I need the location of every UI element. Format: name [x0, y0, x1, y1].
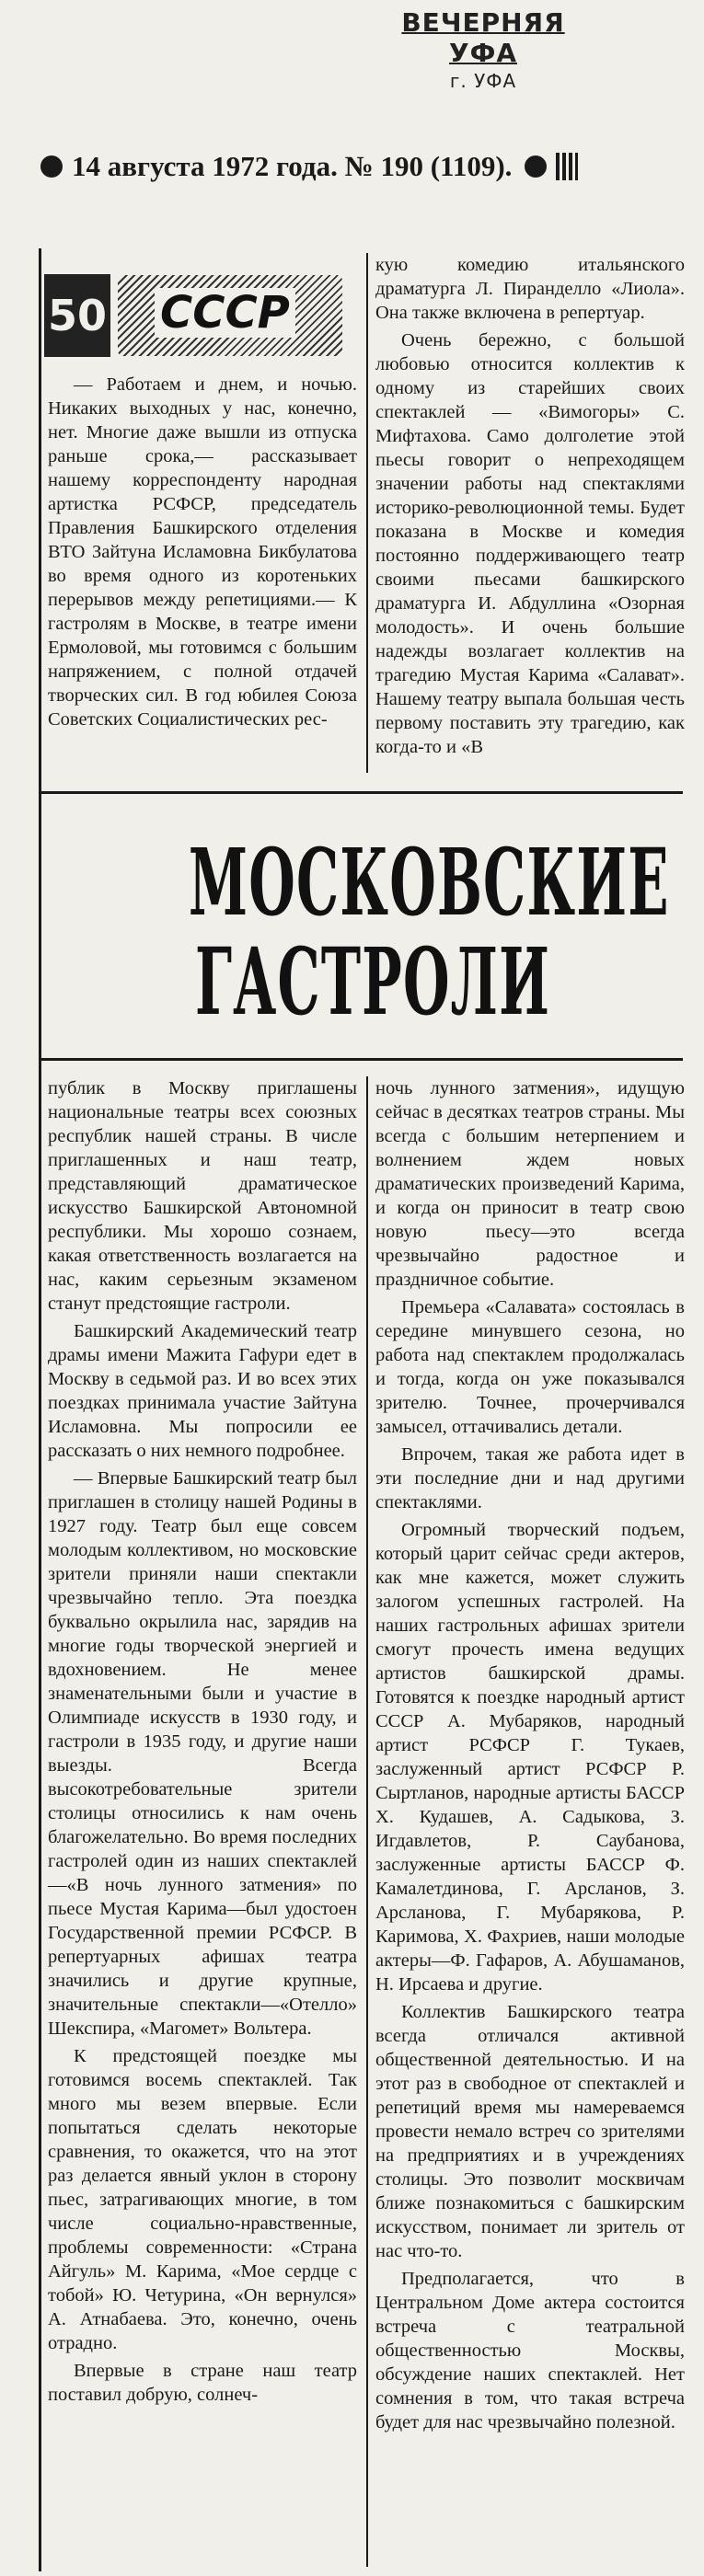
bullet-icon [40, 155, 63, 178]
headline-line-1: МОСКОВСКИЕ [188, 828, 670, 937]
newspaper-stamp [373, 7, 594, 92]
stamp-city: г. УФА [449, 70, 517, 92]
ussr-50-logo [44, 267, 342, 363]
headline-line-2: ГАСТРОЛИ [194, 927, 551, 1036]
bottom-rule [39, 1058, 683, 1061]
body-right-column [375, 1076, 685, 2434]
dateline-text: 14 августа 1972 года. № 190 (1109). [72, 150, 513, 182]
paragraph: — Впервые Башкирский театр был приглашен в столицу нашей Родины в 1927 году. Театр был еще совсем молодым коллективом, но московские зрители приняли наши спектакли чрезвычайно тепло. Эта поездка буквально окрылила нас, зарядив на многие годы творческой энергией и вдохновением. Не менее знаменательными были и участие в Олимпиаде искусств в 1930 году, и гастроли в 1935 году, и другие наши выезды. Всегда высокотребовательные зрители столицы относились к нам очень благожелательно. Во время последних гастролей один из наших спектаклей—«В ночь лунного затмения» по пьесе Мустая Карима—был удостоен Государственной премии РСФСР. В репертуарных афишах театра значились и другие крупные, значительные спектакли—«Отелло» Шекспира, «Магомет» Вольтера. [48, 1468, 357, 2039]
paragraph: Премьера «Салавата» состоялась в середине минувшего сезона, но работа над спектаклем продолжалась и тогда, когда он уже показывался зрителю. Точнее, прочерчивался замысел, оттачивались детали. [375, 1297, 685, 1437]
paragraph: публик в Москву приглашены национальные театры всех союзных республик нашей страны. В числе приглашенных и наш театр, представляющий драматическое искусство Башкирской Автономной республики. Мы хорошо сознаем, какая ответственность возлагается на нас, каким серьезным экзаменом станут предстоящие гастроли. [48, 1078, 357, 1314]
paragraph: К предстоящей поездке мы готовимся восемь спектаклей. Так много мы везем впервые. Если попытаться сделать некоторые сравнения, то окажется, что на этот раз делается явный уклон в сторону пьес, затрагивающих многие, в том числе социально-нравственные, проблемы современности: «Страна Айгуль» М. Карима, «Мое сердце с тобой» Ю. Четурина, «Он вернулся» А. Атнабаева. Это, конечно, очень отрадно. [48, 2046, 357, 2353]
paragraph: кую комедию итальянского драматурга Л. Пиранделло «Лиола». Она также включена в репертуар. [375, 255, 685, 323]
paragraph: Очень бережно, с большой любовью относится коллектив к одному из старейших своих спектаклей — «Вимогоры» С. Мифтахова. Само долголетие этой пьесы говорит о непреходящем значении работы над спектаклями историко-революционной темы. Будет показана в Москве и комедия постоянно поддерживающего театр своими пьесами башкирского драматурга И. Абдуллина «Озорная молодость». И очень большие надежды возлагает коллектив на трагедию Мустая Карима «Салават». Нашему театру выпала большая честь первому поставить эту трагедию, как когда-то и «В [375, 330, 685, 757]
paragraph: Огромный творческий подъем, который царит сейчас среди актеров, как мне кажется, может служить залогом успешных гастролей. На наших гастрольных афишах зрители смогут прочесть имена ведущих артистов башкирской драмы. Готовятся к поездке народный артист СССР А. Мубаряков, народный артист РСФСР Г. Тукаев, заслуженный артист РСФСР Р. Сыртланов, народные артисты БАССР Х. Кудашев, А. Садыкова, З. Игдавлетов, Р. Саубанова, заслуженные артисты БАССР Ф. Камалетдинова, Г. Арсланов, З. Арсланова, Г. Мубарякова, Р. Каримова, Х. Фахриев, наши молодые актеры—Ф. Гафаров, А. Абушаманов, Н. Ирсаева и другие. [375, 1520, 685, 1995]
intro-left-column [48, 373, 357, 731]
headline [55, 828, 690, 1036]
body-left-column [48, 1076, 357, 2407]
top-rule [39, 791, 683, 794]
paragraph: Башкирский Академический театр драмы имени Мажита Гафури едет в Москву в седьмой раз. И во всех этих поездках принимала участие Зайтуна Исламовна. Мы попросили ее рассказать о них немного подробнее. [48, 1321, 357, 1461]
dateline [40, 145, 704, 188]
ussr-map-icon [118, 275, 342, 356]
paragraph: Предполагается, что в Центральном Доме актера состоится встреча с театральной общественностью Москвы, обсуждение наших спектаклей. Нет сомнения в том, что такая встреча будет для нас чрезвычайно полезной. [375, 2269, 685, 2432]
paragraph: Впервые в стране наш театр поставил добрую, солнеч- [48, 2361, 357, 2405]
paragraph: ночь лунного затмения», идущую сейчас в десятках театров страны. Мы всегда с большим нетерпением и волнением ждем новых драматических произведений Карима, и когда он приносит в театр свою новую пьесу—это всегда чрезвычайно радостное и праздничное событие. [375, 1078, 685, 1290]
bars-icon [556, 153, 578, 180]
intro-right-column [375, 253, 685, 759]
logo-number: 50 [44, 274, 110, 357]
paragraph: Впрочем, такая же работа идет в эти последние дни и над другими спектаклями. [375, 1444, 685, 1512]
column-divider [366, 253, 368, 773]
column-divider [366, 1076, 368, 2567]
stamp-paper-name: ВЕЧЕРНЯЯ УФА [401, 7, 565, 68]
logo-text: СССР [155, 288, 295, 338]
bullet-icon [525, 155, 547, 178]
paragraph: — Работаем и днем, и ночью. Никаких выходных у нас, конечно, нет. Многие даже вышли из отпуска раньше срока,— рассказывает нашему корреспонденту народная артистка РСФСР, председатель Правления Башкирского отделения ВТО Зайтуна Исламовна Бикбулатова во время одного из коротеньких перерывов между репетициями.— К гастролям в Москве, в театре имени Ермоловой, мы готовимся с большим напряжением, с полной отдачей творческих сил. В год юбилея Союза Советских Социалистических рес- [48, 374, 357, 730]
paragraph: Коллектив Башкирского театра всегда отличался активной общественной деятельностью. И на этот раз в свободное от спектаклей и репетиций время мы намереваемся провести немало встреч со зрителями на предприятиях и в учреждениях столицы. Это позволит москвичам ближе познакомиться с башкирским искусством, понимает ли зритель от нас что-то. [375, 2002, 685, 2261]
